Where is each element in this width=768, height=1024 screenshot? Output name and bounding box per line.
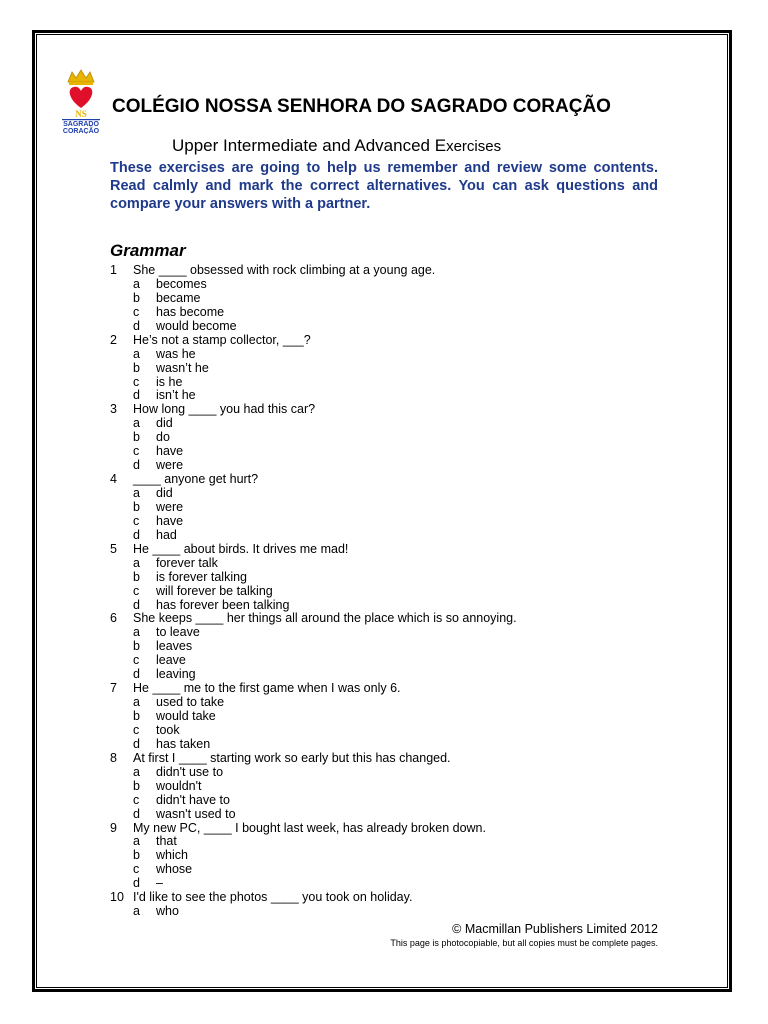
option-letter: c <box>133 792 140 807</box>
option-text: has become <box>156 304 225 319</box>
option-text: did <box>156 416 173 431</box>
option-letter: a <box>133 276 140 291</box>
option-letter: b <box>133 709 140 723</box>
answer-option <box>110 389 670 403</box>
answer-option <box>110 766 670 780</box>
option-text: wouldn't <box>156 778 202 793</box>
option-text: wasn't used to <box>156 806 236 821</box>
option-letter: d <box>133 597 140 612</box>
question-text: He’s not a stamp collector, ___? <box>133 332 311 347</box>
option-text: had <box>156 527 177 542</box>
logo-name-line2: CORAÇÃO <box>62 128 100 134</box>
answer-option <box>110 696 670 710</box>
option-letter: d <box>133 876 140 891</box>
option-letter: d <box>133 388 140 403</box>
option-letter: a <box>133 834 140 849</box>
question-8 <box>110 752 670 766</box>
option-letter: c <box>133 653 140 668</box>
answer-option <box>110 654 670 668</box>
option-text: leaving <box>156 667 196 682</box>
answer-option <box>110 445 670 459</box>
option-letter: c <box>133 444 140 459</box>
question-text: She ____ obsessed with rock climbing at a young age. <box>133 263 436 277</box>
question-5 <box>110 543 670 557</box>
option-text: didn't have to <box>156 792 230 807</box>
photocopy-note: This page is photocopiable, but all copies must be complete pages. <box>390 938 658 948</box>
option-text: forever talk <box>156 555 218 570</box>
option-text: is he <box>156 374 183 389</box>
question-text: How long ____ you had this car? <box>133 402 316 417</box>
question-number: 10 <box>110 890 124 905</box>
option-text: leaves <box>156 639 193 654</box>
question-7 <box>110 682 670 696</box>
answer-option <box>110 278 670 292</box>
option-letter: c <box>133 374 140 389</box>
answer-option <box>110 515 670 529</box>
option-letter: d <box>133 458 140 473</box>
title-e: E <box>434 136 447 155</box>
option-letter: c <box>133 583 140 598</box>
answer-option <box>110 571 670 585</box>
answer-option <box>110 626 670 640</box>
answer-option <box>110 849 670 863</box>
question-text: ____ anyone get hurt? <box>133 472 259 487</box>
question-text: He ____ me to the first game when I was only 6. <box>133 681 401 696</box>
option-text: was he <box>156 346 196 361</box>
question-9 <box>110 822 670 836</box>
answer-option <box>110 780 670 794</box>
worksheet-title <box>172 136 501 156</box>
option-text: has taken <box>156 736 211 751</box>
school-name: COLÉGIO NOSSA SENHORA DO SAGRADO CORAÇÃO <box>112 96 611 117</box>
option-letter: d <box>133 318 140 333</box>
option-letter: b <box>133 569 140 584</box>
option-text: isn’t he <box>156 388 196 403</box>
answer-option <box>110 640 670 654</box>
option-letter: b <box>133 499 140 514</box>
option-letter: a <box>133 555 140 570</box>
option-letter: b <box>133 778 140 793</box>
option-letter: a <box>133 904 140 919</box>
answer-option <box>110 794 670 808</box>
question-1 <box>110 264 670 278</box>
question-6 <box>110 612 670 626</box>
answer-option <box>110 348 670 362</box>
option-letter: b <box>133 290 140 305</box>
answer-option <box>110 431 670 445</box>
option-letter: d <box>133 806 140 821</box>
option-text: whose <box>156 862 193 877</box>
option-letter: a <box>133 695 140 710</box>
option-letter: c <box>133 862 140 877</box>
option-letter: a <box>133 346 140 361</box>
option-letter: c <box>133 304 140 319</box>
answer-option <box>110 905 670 919</box>
option-letter: c <box>133 722 140 737</box>
answer-option <box>110 863 670 877</box>
option-text: were <box>156 499 184 514</box>
answer-option <box>110 808 670 822</box>
answer-option <box>110 362 670 376</box>
option-text: who <box>156 904 179 919</box>
option-letter: a <box>133 486 140 500</box>
question-number: 4 <box>110 472 117 487</box>
intro-paragraph: These exercises are going to help us remember and review some contents. Read calmly and mark the correct alternatives. You can ask questions and compare your answers with a partner. <box>110 160 658 212</box>
answer-option <box>110 710 670 724</box>
option-letter: d <box>133 667 140 682</box>
question-text: At first I ____ starting work so early but this has changed. <box>133 750 451 765</box>
question-number: 7 <box>110 681 117 696</box>
option-text: do <box>156 430 170 445</box>
option-letter: a <box>133 625 140 640</box>
option-letter: a <box>133 764 140 779</box>
answer-option <box>110 738 670 752</box>
option-letter: b <box>133 848 140 863</box>
option-text: wasn’t he <box>156 360 209 375</box>
question-number: 1 <box>110 263 117 277</box>
option-text: did <box>156 486 173 500</box>
question-number: 2 <box>110 332 117 347</box>
copyright-notice: © Macmillan Publishers Limited 2012 <box>452 922 658 936</box>
option-text: has forever been talking <box>156 597 290 612</box>
option-text: which <box>156 848 188 863</box>
option-letter: a <box>133 416 140 431</box>
answer-option <box>110 668 670 682</box>
option-text: used to take <box>156 695 225 710</box>
option-letter: d <box>133 527 140 542</box>
answer-option <box>110 320 670 334</box>
answer-option <box>110 417 670 431</box>
option-text: will forever be talking <box>156 583 273 598</box>
answer-option <box>110 877 670 891</box>
question-number: 6 <box>110 611 117 626</box>
option-letter: d <box>133 736 140 751</box>
question-3 <box>110 403 670 417</box>
answer-option <box>110 292 670 306</box>
question-number: 5 <box>110 541 117 556</box>
school-crest-icon <box>58 68 104 134</box>
option-text: were <box>156 458 184 473</box>
logo-name-line1: SAGRADO <box>63 121 99 128</box>
question-text: I'd like to see the photos ____ you took on holiday. <box>133 890 413 905</box>
answer-option <box>110 376 670 390</box>
option-text: would become <box>156 318 237 333</box>
question-2 <box>110 334 670 348</box>
section-title: Grammar <box>110 241 186 260</box>
answer-option <box>110 557 670 571</box>
option-letter: b <box>133 639 140 654</box>
option-text: is forever talking <box>156 569 248 584</box>
option-text: have <box>156 513 184 528</box>
option-text: have <box>156 444 184 459</box>
question-number: 8 <box>110 750 117 765</box>
option-letter: b <box>133 430 140 445</box>
question-text: She keeps ____ her things all around the place which is so annoying. <box>133 611 517 626</box>
answer-option <box>110 529 670 543</box>
option-text: leave <box>156 653 186 668</box>
option-text: became <box>156 290 201 305</box>
option-text: took <box>156 722 180 737</box>
answer-option <box>110 487 670 501</box>
answer-option <box>110 585 670 599</box>
answer-option <box>110 835 670 849</box>
question-number: 3 <box>110 402 117 417</box>
answer-option <box>110 459 670 473</box>
option-text: becomes <box>156 276 207 291</box>
question-text: He ____ about birds. It drives me mad! <box>133 541 349 556</box>
answer-option <box>110 599 670 613</box>
question-10 <box>110 891 670 905</box>
option-text: that <box>156 834 177 849</box>
title-rest: xercises <box>446 138 502 155</box>
option-text: didn't use to <box>156 764 224 779</box>
question-list <box>110 264 670 919</box>
question-4 <box>110 473 670 487</box>
title-main: Upper Intermediate and Advanced <box>172 136 435 155</box>
option-letter: c <box>133 513 140 528</box>
option-letter: b <box>133 360 140 375</box>
option-text: would take <box>156 709 216 723</box>
question-number: 9 <box>110 820 117 835</box>
answer-option <box>110 501 670 515</box>
answer-option <box>110 724 670 738</box>
answer-option <box>110 306 670 320</box>
option-text: to leave <box>156 625 200 640</box>
logo-caption: NS <box>75 109 87 119</box>
option-text: – <box>156 876 163 891</box>
question-text: My new PC, ____ I bought last week, has already broken down. <box>133 820 486 835</box>
